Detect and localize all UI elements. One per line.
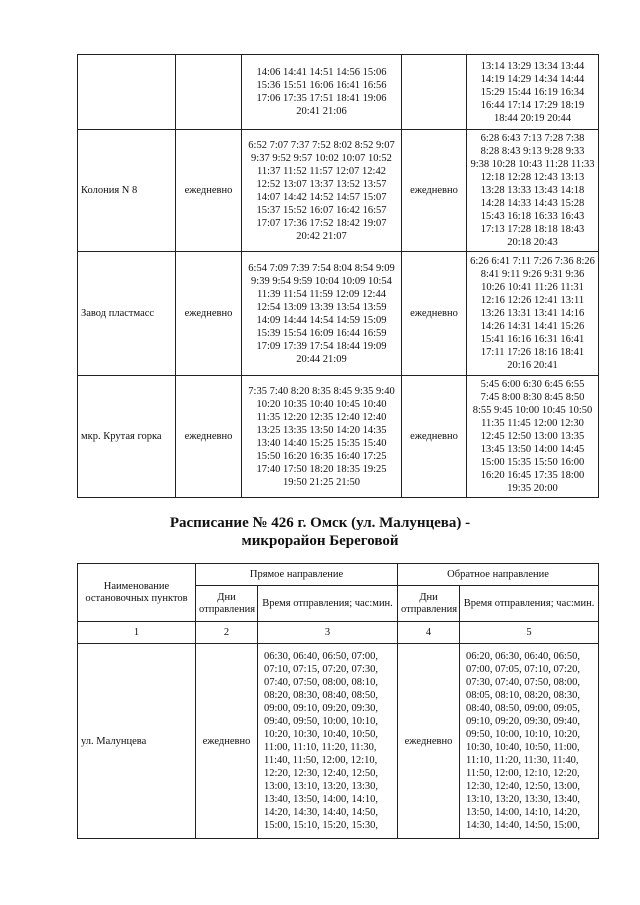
- time-header: Время отправления; час:мин.: [258, 586, 398, 622]
- stop-name: Завод пластмасс: [78, 252, 176, 376]
- departure-days: ежедневно: [176, 252, 242, 376]
- departure-days: ежедневно: [402, 252, 467, 376]
- departure-days: ежедневно: [176, 130, 242, 252]
- table-header-row: [78, 564, 599, 586]
- backward-direction-header: Обратное направление: [398, 564, 599, 586]
- table-row: [78, 130, 599, 252]
- days-header: Дни отправления: [398, 586, 460, 622]
- schedule-title-line1: Расписание № 426 г. Омск (ул. Малунцева) -: [169, 515, 471, 531]
- departure-days: ежедневно: [402, 376, 467, 498]
- table-row: [78, 55, 599, 130]
- forward-times: 6:54 7:09 7:39 7:54 8:04 8:54 9:09 9:39 9:54 9:59 10:04 10:09 10:54 11:39 11:54 11:59 12:09 12:44 12:54 13:09 13:39 13:54 13:59 14:09 14:44 14:54 14:59 15:09 15:39 15:54 16:09 16:44 16:59 17:09 17:39 17:54 18:44 19:09 20:44 21:09: [242, 252, 402, 376]
- column-number: 2: [196, 622, 258, 644]
- table-row: [78, 644, 599, 839]
- forward-times: 6:52 7:07 7:37 7:52 8:02 8:52 9:07 9:37 9:52 9:57 10:02 10:07 10:52 11:37 11:52 11:57 12:07 12:42 12:52 13:07 13:37 13:52 13:57 14:07 14:42 14:52 14:57 15:07 15:37 15:52 16:07 16:42 16:57 17:07 17:36 17:52 18:42 19:07 20:42 21:07: [242, 130, 402, 252]
- forward-direction-header: Прямое направление: [196, 564, 398, 586]
- table-row: [78, 376, 599, 498]
- table-row: [78, 252, 599, 376]
- departure-days: ежедневно: [176, 376, 242, 498]
- backward-times: 06:20, 06:30, 06:40, 06:50, 07:00, 07:05, 07:10, 07:20, 07:30, 07:40, 07:50, 08:00, 08:05, 08:10, 08:20, 08:30, 08:40, 08:50, 09:00, 09:05, 09:10, 09:20, 09:30, 09:40, 09:50, 10:00, 10:10, 10:20, 10:30, 10:40, 10:50, 11:00, 11:10, 11:20, 11:30, 11:40, 11:50, 12:00, 12:10, 12:20, 12:30, 12:40, 12:50, 13:00, 13:10, 13:20, 13:30, 13:40, 13:50, 14:00, 14:10, 14:20, 14:30, 14:40, 14:50, 15:00,: [460, 644, 599, 839]
- time-header: Время отправления; час:мин.: [460, 586, 599, 622]
- column-number: 4: [398, 622, 460, 644]
- days-header: Дни отправления: [196, 586, 258, 622]
- column-number: 5: [460, 622, 599, 644]
- stop-name: [78, 55, 176, 130]
- stop-name: мкр. Крутая горка: [78, 376, 176, 498]
- stop-name: ул. Малунцева: [78, 644, 196, 839]
- departure-days: [402, 55, 467, 130]
- column-number: 1: [78, 622, 196, 644]
- forward-times: 06:30, 06:40, 06:50, 07:00, 07:10, 07:15, 07:20, 07:30, 07:40, 07:50, 08:00, 08:10, 08:20, 08:30, 08:40, 08:50, 09:00, 09:10, 09:20, 09:30, 09:40, 09:50, 10:00, 10:10, 10:20, 10:30, 10:40, 10:50, 11:00, 11:10, 11:20, 11:30, 11:40, 11:50, 12:00, 12:10, 12:20, 12:30, 12:40, 12:50, 13:00, 13:10, 13:20, 13:30, 13:40, 13:50, 14:00, 14:10, 14:20, 14:30, 14:40, 14:50, 15:00, 15:10, 15:20, 15:30,: [258, 644, 398, 839]
- column-number-row: [78, 622, 599, 644]
- stop-name: Колония N 8: [78, 130, 176, 252]
- forward-times: 14:06 14:41 14:51 14:56 15:06 15:36 15:51 16:06 16:41 16:56 17:06 17:35 17:51 18:41 19:06 20:41 21:06: [242, 55, 402, 130]
- schedule-table-continued: [77, 54, 599, 498]
- departure-days: ежедневно: [402, 130, 467, 252]
- column-number: 3: [258, 622, 398, 644]
- backward-times: 6:28 6:43 7:13 7:28 7:38 8:28 8:43 9:13 9:28 9:33 9:38 10:28 10:43 11:28 11:33 12:18 12:28 12:43 13:13 13:28 13:33 13:43 14:18 14:28 14:33 14:43 15:28 15:43 16:18 16:33 16:43 17:13 17:28 18:18 18:43 20:18 20:43: [467, 130, 599, 252]
- forward-times: 7:35 7:40 8:20 8:35 8:45 9:35 9:40 10:20 10:35 10:40 10:45 10:40 11:35 12:20 12:35 12:40 12:40 13:25 13:35 13:50 14:20 14:35 13:40 14:40 15:25 15:35 15:40 15:50 16:20 16:35 16:40 17:25 17:40 17:50 18:20 18:35 19:25 19:50 21:25 21:50: [242, 376, 402, 498]
- schedule-table-426: [77, 563, 599, 839]
- backward-times: 5:45 6:00 6:30 6:45 6:55 7:45 8:00 8:30 8:45 8:50 8:55 9:45 10:00 10:45 10:50 11:35 11:45 12:00 12:30 12:45 12:50 13:00 13:35 13:45 13:50 14:00 14:45 15:00 15:35 15:50 16:00 16:20 16:45 17:35 18:00 19:35 20:00: [467, 376, 599, 498]
- stop-column-header: Наименование остановочных пунктов: [78, 564, 196, 622]
- backward-times: 13:14 13:29 13:34 13:44 14:19 14:29 14:34 14:44 15:29 15:44 16:19 16:34 16:44 17:14 17:29 18:19 18:44 20:19 20:44: [467, 55, 599, 130]
- backward-times: 6:26 6:41 7:11 7:26 7:36 8:26 8:41 9:11 9:26 9:31 9:36 10:26 10:41 11:26 11:31 12:16 12:26 12:41 13:11 13:26 13:31 13:41 14:16 14:26 14:31 14:41 15:26 15:41 16:16 16:31 16:41 17:11 17:26 18:16 18:41 20:16 20:41: [467, 252, 599, 376]
- schedule-title-line2: микрорайон Береговой: [241, 533, 399, 549]
- departure-days: ежедневно: [196, 644, 258, 839]
- departure-days: ежедневно: [398, 644, 460, 839]
- departure-days: [176, 55, 242, 130]
